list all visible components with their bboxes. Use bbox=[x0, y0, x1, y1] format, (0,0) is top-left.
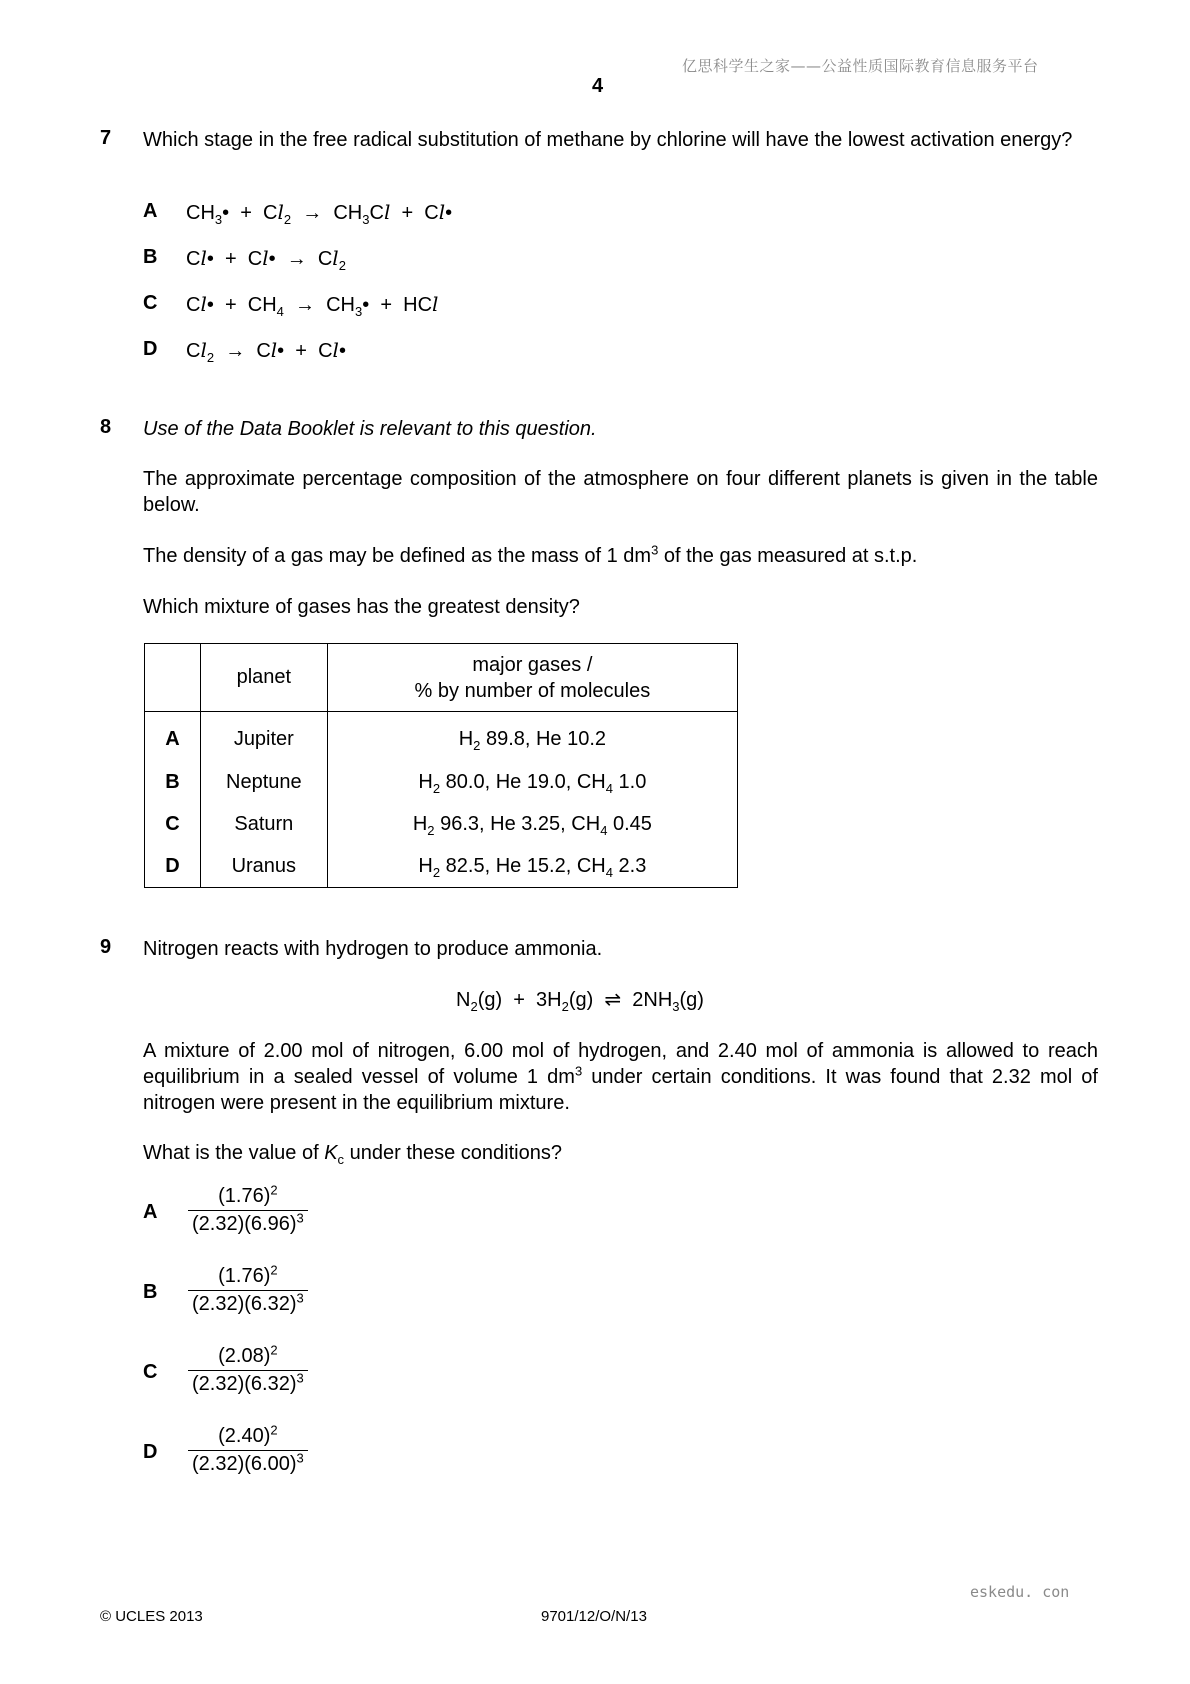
question-9-number: 9 bbox=[100, 936, 112, 958]
question-8-question: Which mixture of gases has the greatest density? bbox=[143, 596, 580, 618]
question-7-number: 7 bbox=[100, 127, 112, 149]
q7-option-d-letter: D bbox=[143, 338, 158, 360]
table-header-row bbox=[145, 644, 738, 712]
footer-copyright: © UCLES 2013 bbox=[100, 1608, 203, 1625]
q9-option-c-fraction: $\frac{(2.08)^2}{(2.32)(6.32)^3}$ bbox=[188, 1345, 308, 1396]
question-8-para2: The density of a gas may be defined as the mass of 1 $dm^3$ of the gas measured at s.t.p. bbox=[143, 542, 918, 567]
q7-option-c-letter: C bbox=[143, 292, 158, 314]
table-row: B Neptune $H_2$ 80.0, He 19.0, $CH_4$ 1.0 bbox=[145, 762, 738, 804]
question-8-number: 8 bbox=[100, 416, 112, 438]
question-9-para: A mixture of 2.00 mol of nitrogen, 6.00 mol of hydrogen, and 2.40 mol of ammonia is allowed to reach equilibrium in a sealed vessel of volume 1 $dm^3$ under certain conditions. It was found that 2.32 mol of nitrogen were present in the equilibrium mixture. bbox=[143, 1040, 1098, 1114]
question-7-stem: Which stage in the free radical substitution of methane by chlorine will have the lowest activation energy? bbox=[143, 129, 1073, 151]
q7-option-c-text: Cl• + $CH_4$ → $CH_3•$ + HCl bbox=[186, 292, 439, 319]
header-major-gases: major gases / % by number of molecules bbox=[327, 644, 737, 712]
q9-option-b-fraction: $\frac{(1.76)^2}{(2.32)(6.32)^3}$ bbox=[188, 1265, 308, 1316]
q9-option-a-letter: A bbox=[143, 1201, 158, 1223]
q9-option-b-letter: B bbox=[143, 1281, 158, 1303]
header-planet: planet bbox=[200, 644, 327, 712]
table-row: A Jupiter $H_2$ 89.8, He 10.2 bbox=[145, 712, 738, 762]
q7-option-a-letter: A bbox=[143, 200, 158, 222]
question-9-equation: $N_2(g) + 3H_2(g)$ ⇌ $2NH_3(g)$ bbox=[456, 989, 704, 1014]
question-9-stem: Nitrogen reacts with hydrogen to produce ammonia. bbox=[143, 938, 603, 960]
q7-option-b-text: Cl• + Cl• → $Cl_2$ bbox=[186, 246, 346, 273]
q9-option-d-letter: D bbox=[143, 1441, 158, 1463]
q7-option-a-text: $CH_3• + Cl_2 \to CH_3Cl$ + Cl• bbox=[186, 200, 453, 227]
question-8-note: Use of the Data Booklet is relevant to this question. bbox=[143, 418, 597, 440]
table-row: D Uranus $H_2$ 82.5, He 15.2, $CH_4$ 2.3 bbox=[145, 846, 738, 888]
site-watermark: eskedu. con bbox=[970, 1583, 1070, 1601]
q7-option-b-letter: B bbox=[143, 246, 158, 268]
q9-option-d-fraction: $\frac{(2.40)^2}{(2.32)(6.00)^3}$ bbox=[188, 1425, 308, 1476]
watermark-text: 亿思科学生之家——公益性质国际教育信息服务平台 bbox=[682, 57, 1039, 75]
page-number: 4 bbox=[592, 75, 604, 97]
q9-option-a-fraction: $\frac{(1.76)^2}{(2.32)(6.96)^3}$ bbox=[188, 1185, 308, 1236]
question-8-para1: The approximate percentage composition of the atmosphere on four different planets is given in the table below. bbox=[143, 468, 1098, 516]
table-row: C Saturn $H_2$ 96.3, He 3.25, $CH_4$ 0.45 bbox=[145, 804, 738, 846]
question-9-question: What is the value of $K_c$ under these conditions? bbox=[143, 1142, 562, 1167]
planet-table bbox=[144, 643, 738, 888]
q7-option-d-text: $Cl_2$ → Cl• + Cl• bbox=[186, 338, 346, 365]
footer-paper-code: 9701/12/O/N/13 bbox=[541, 1608, 647, 1625]
q9-option-c-letter: C bbox=[143, 1361, 158, 1383]
